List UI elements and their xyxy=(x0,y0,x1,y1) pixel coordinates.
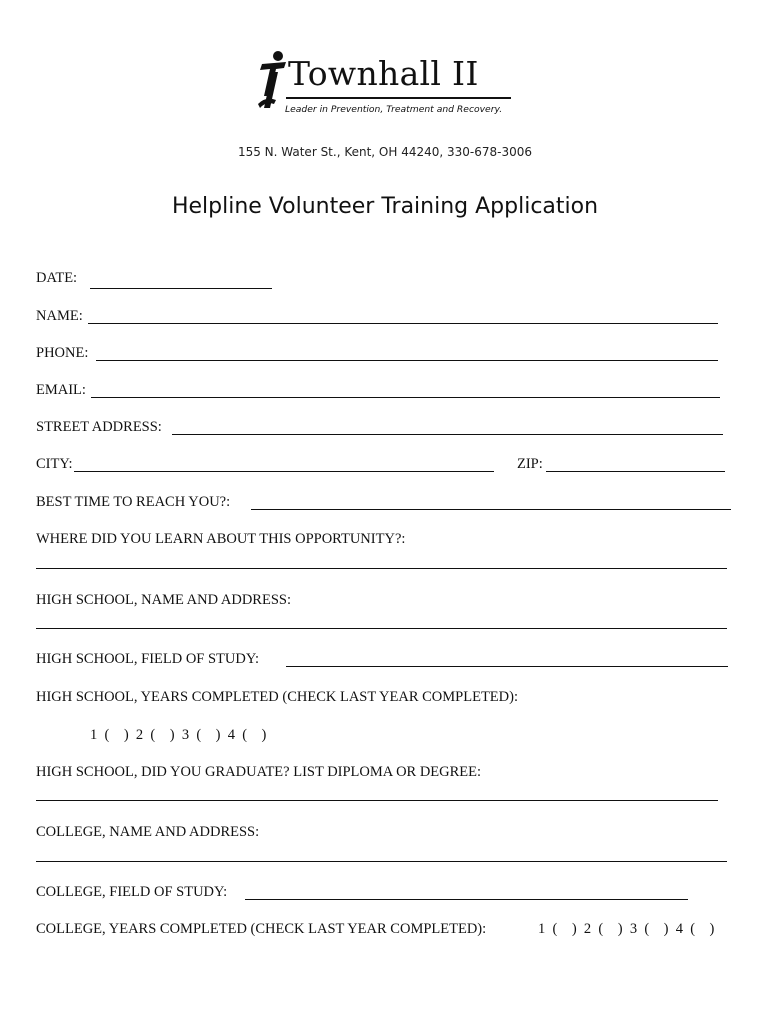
date-label: DATE: xyxy=(36,270,78,286)
phone-field[interactable] xyxy=(96,360,718,361)
townhall-figure-icon xyxy=(256,50,292,112)
college-name-label: COLLEGE, NAME AND ADDRESS: xyxy=(36,824,260,840)
high-school-years-checkboxes[interactable]: 1 ( ) 2 ( ) 3 ( ) 4 ( ) xyxy=(90,727,267,743)
name-field[interactable] xyxy=(88,323,718,324)
college-years-checkboxes[interactable]: 1 ( ) 2 ( ) 3 ( ) 4 ( ) xyxy=(538,921,715,937)
logo-name: Townhall II xyxy=(288,54,479,93)
college-name-field[interactable] xyxy=(36,861,727,862)
high-school-graduate-label: HIGH SCHOOL, DID YOU GRADUATE? LIST DIPLOMA OR DEGREE: xyxy=(36,764,482,780)
high-school-name-label: HIGH SCHOOL, NAME AND ADDRESS: xyxy=(36,592,291,608)
logo-tagline: Leader in Prevention, Treatment and Recovery. xyxy=(285,104,503,115)
city-label: CITY: xyxy=(36,456,73,472)
learn-source-field[interactable] xyxy=(36,568,727,569)
zip-label: ZIP: xyxy=(517,456,543,472)
best-time-label: BEST TIME TO REACH YOU?: xyxy=(36,494,231,510)
logo-rule xyxy=(286,97,511,99)
townhall-logo xyxy=(256,50,518,120)
college-years-label: COLLEGE, YEARS COMPLETED (CHECK LAST YEAR COMPLETED): xyxy=(36,921,487,937)
learn-source-label: WHERE DID YOU LEARN ABOUT THIS OPPORTUNITY?: xyxy=(36,531,406,547)
phone-label: PHONE: xyxy=(36,345,89,361)
city-field[interactable] xyxy=(74,471,494,472)
email-label: EMAIL: xyxy=(36,382,86,398)
date-field[interactable] xyxy=(90,288,272,289)
street-address-label: STREET ADDRESS: xyxy=(36,419,162,435)
high-school-field-input[interactable] xyxy=(286,666,728,667)
email-field[interactable] xyxy=(91,397,720,398)
form-title: Helpline Volunteer Training Application xyxy=(171,194,599,219)
college-field-label: COLLEGE, FIELD OF STUDY: xyxy=(36,884,228,900)
best-time-field[interactable] xyxy=(251,509,731,510)
college-field-input[interactable] xyxy=(245,899,688,900)
zip-field[interactable] xyxy=(546,471,725,472)
high-school-graduate-field[interactable] xyxy=(36,800,718,801)
high-school-field-label: HIGH SCHOOL, FIELD OF STUDY: xyxy=(36,651,260,667)
name-label: NAME: xyxy=(36,308,83,324)
high-school-name-field[interactable] xyxy=(36,628,727,629)
organization-address: 155 N. Water St., Kent, OH 44240, 330-678-3006 xyxy=(237,145,533,159)
high-school-years-label: HIGH SCHOOL, YEARS COMPLETED (CHECK LAST YEAR COMPLETED): xyxy=(36,689,518,705)
street-address-field[interactable] xyxy=(172,434,723,435)
